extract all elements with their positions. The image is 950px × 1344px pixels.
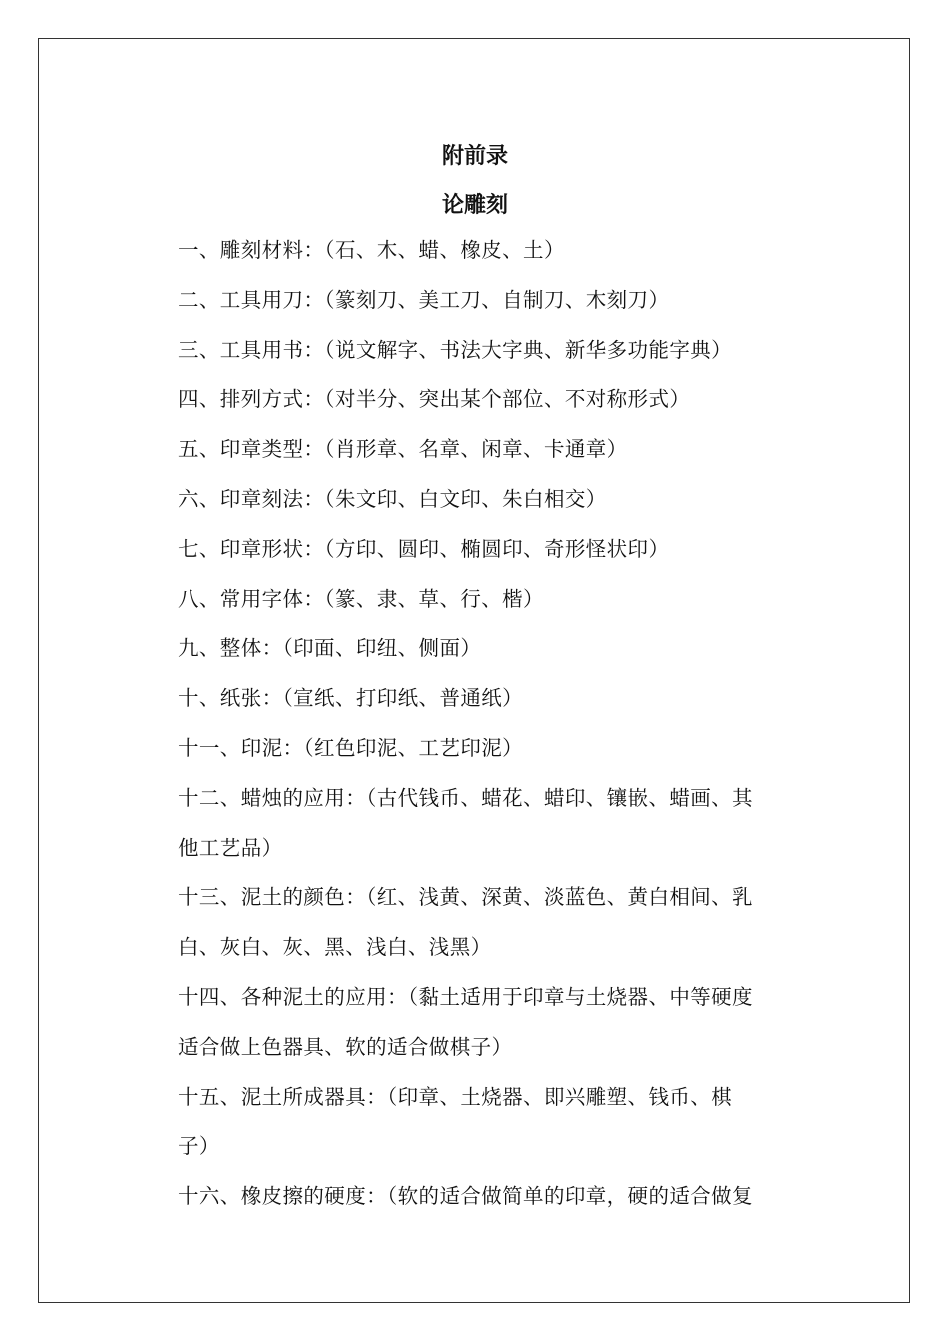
- text-line: 十、纸张：（宣纸、打印纸、普通纸）: [178, 686, 524, 711]
- text-line: 七、印章形状：（方印、圆印、椭圆印、奇形怪状印）: [178, 536, 670, 561]
- text-line: 一、雕刻材料：（石、木、蜡、橡皮、土）: [178, 238, 565, 262]
- text-line: 十四、各种泥土的应用：（黏土适用于印章与土烧器、中等硬度: [178, 984, 753, 1009]
- text-line: 十六、橡皮擦的硬度：（软的适合做简单的印章，硬的适合做复: [178, 1184, 753, 1209]
- text-line: 二、工具用刀：（篆刻刀、美工刀、自制刀、木刻刀）: [178, 287, 670, 312]
- text-line: 白、灰白、灰、黑、浅白、浅黑）: [178, 935, 492, 960]
- text-line: 八、常用字体：（篆、隶、草、行、楷）: [178, 586, 544, 611]
- text-line: 五、印章类型：（肖形章、名章、闲章、卡通章）: [178, 437, 628, 462]
- text-line: 十二、蜡烛的应用：（古代钱币、蜡花、蜡印、镶嵌、蜡画、其: [178, 785, 753, 810]
- text-line: 适合做上色器具、软的适合做棋子）: [178, 1034, 513, 1059]
- text-line: 六、印章刻法：（朱文印、白文印、朱白相交）: [178, 486, 607, 511]
- heading-block: [0, 132, 950, 230]
- document-title: 附前录: [441, 144, 508, 169]
- text-line: 十五、泥土所成器具：（印章、土烧器、即兴雕塑、钱币、棋: [178, 1084, 733, 1109]
- text-line: 十三、泥土的颜色：（红、浅黄、深黄、淡蓝色、黄白相间、乳: [178, 885, 753, 910]
- document-subtitle: 论雕刻: [441, 193, 508, 218]
- text-line: 九、整体：（印面、印纽、侧面）: [178, 636, 482, 661]
- text-line: 十一、印泥：（红色印泥、工艺印泥）: [178, 735, 524, 760]
- text-line: 三、工具用书：（说文解字、书法大字典、新华多功能字典）: [178, 337, 733, 362]
- text-line: 他工艺品）: [178, 835, 283, 860]
- document-body: [178, 226, 810, 1222]
- text-line: 四、排列方式：（对半分、突出某个部位、不对称形式）: [178, 387, 691, 412]
- text-line: 子）: [178, 1134, 220, 1159]
